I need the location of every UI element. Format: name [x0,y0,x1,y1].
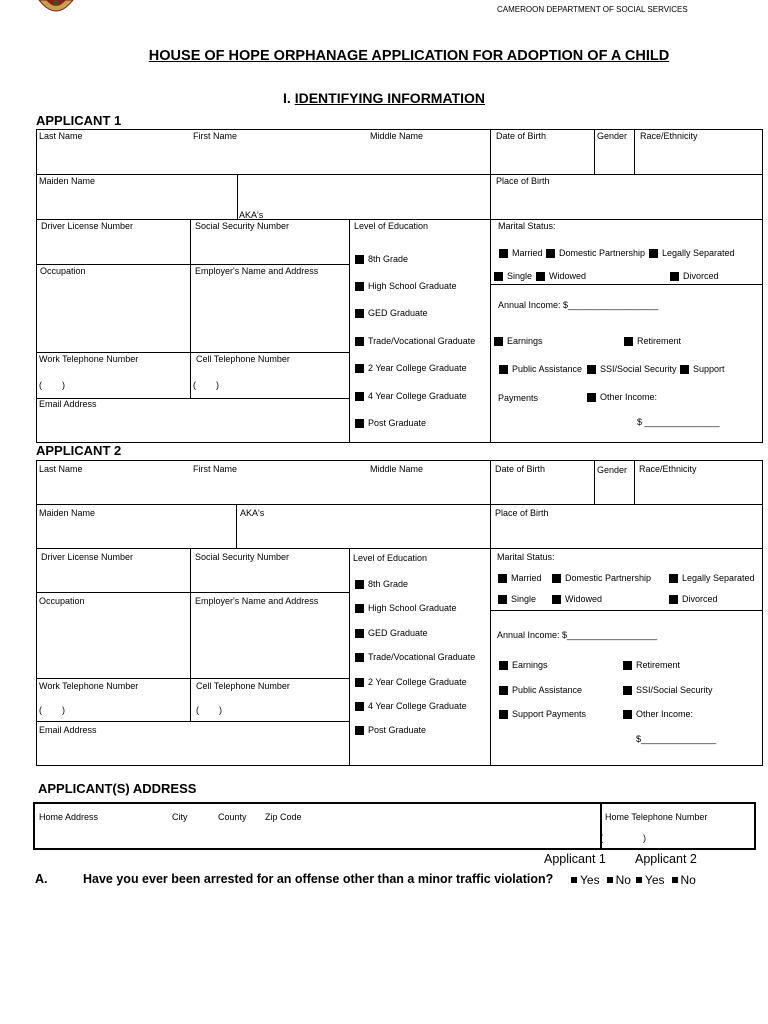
a1-pob-field[interactable] [493,188,759,216]
a1-marital-widowed[interactable]: Widowed [536,271,586,282]
a2-ssn-label: Social Security Number [195,552,290,562]
a1-work-phone-label: Work Telephone Number [39,354,139,364]
checkbox-icon [499,710,508,719]
a1-dob-label: Date of Birth [496,131,547,141]
a1-yes-option[interactable]: Yes [571,873,600,887]
checkbox-icon [607,877,613,883]
a2-email-field[interactable] [38,738,346,764]
a2-dl-field[interactable] [38,564,186,590]
a1-gender-label: Gender [597,131,628,141]
a2-income-ssi[interactable]: SSI/Social Security [623,685,713,696]
a2-income-public-assistance[interactable]: Public Assistance [499,685,582,696]
checkbox-icon [355,364,364,373]
checkbox-icon [494,272,503,281]
a2-no-option[interactable]: No [672,873,696,887]
a1-dl-label: Driver License Number [41,221,134,231]
a2-ssn-field[interactable] [193,564,345,590]
a1-occupation-field[interactable] [38,279,186,349]
a2-yes-option[interactable]: Yes [636,873,665,887]
a1-income-retirement[interactable]: Retirement [624,336,681,347]
checkbox-icon [498,595,507,604]
a1-employer-field[interactable] [193,279,345,349]
a1-edu-2yr[interactable]: 2 Year College Graduate [355,363,467,374]
a2-marital-domestic[interactable]: Domestic Partnership [552,573,651,584]
checkbox-icon [499,661,508,670]
a1-no-option[interactable]: No [607,873,631,887]
checkbox-icon [355,419,364,428]
city-label: City [172,812,188,822]
a2-first-name-label: First Name [193,464,238,474]
checkbox-icon [587,365,596,374]
a1-cell-phone-field[interactable]: ( ) [193,380,219,390]
a2-other-amount[interactable]: $_______________ [636,734,717,744]
checkbox-icon [669,574,678,583]
a1-edu-4yr[interactable]: 4 Year College Graduate [355,391,467,402]
a1-income-support[interactable]: Support [680,364,725,375]
a2-aka-field[interactable] [239,520,486,546]
a1-aka-field[interactable] [240,178,486,208]
a2-pob-label: Place of Birth [495,508,549,518]
a2-cell-phone-field[interactable]: ( ) [196,705,222,715]
a2-marital-married[interactable]: Married [498,573,542,584]
checkbox-icon [499,365,508,374]
checkbox-icon [355,392,364,401]
a2-gender-label: Gender [597,465,628,475]
a1-ssn-field[interactable] [193,234,345,262]
a2-dob-field[interactable] [493,476,591,502]
a2-race-label: Race/Ethnicity [639,464,697,474]
a1-income-earnings[interactable]: Earnings [494,336,543,347]
checkbox-icon [355,702,364,711]
a1-pob-label: Place of Birth [496,176,550,186]
checkbox-icon [552,595,561,604]
applicant2-column-label: Applicant 2 [635,852,697,866]
checkbox-icon [355,629,364,638]
a2-maiden-field[interactable] [38,520,234,546]
a1-annual-income[interactable]: Annual Income: $__________________ [498,300,659,310]
agency-name: CAMEROON DEPARTMENT OF SOCIAL SERVICES [497,5,688,14]
checkbox-icon [649,249,658,258]
checkbox-icon [355,309,364,318]
question-a-letter: A. [35,872,48,886]
a1-race-label: Race/Ethnicity [640,131,698,141]
a1-ssn-label: Social Security Number [195,221,290,231]
a2-marital-separated[interactable]: Legally Separated [669,573,755,584]
a1-last-name-label: Last Name [39,131,83,141]
checkbox-icon [623,686,632,695]
a2-maiden-label: Maiden Name [39,508,96,518]
checkbox-icon [355,726,364,735]
checkbox-icon [355,604,364,613]
checkbox-icon [672,877,678,883]
checkbox-icon [571,877,577,883]
a2-edu-high-school[interactable]: High School Graduate [355,603,457,614]
a2-education-label: Level of Education [353,553,428,563]
checkbox-icon [670,272,679,281]
a2-edu-8th-grade[interactable]: 8th Grade [355,579,408,590]
a2-dl-label: Driver License Number [41,552,134,562]
checkbox-icon [680,365,689,374]
checkbox-icon [499,249,508,258]
a2-edu-post-grad[interactable]: Post Graduate [355,725,426,736]
a2-income-support-payments[interactable]: Support Payments [499,709,586,720]
a2-edu-ged[interactable]: GED Graduate [355,628,428,639]
a2-marital-widowed[interactable]: Widowed [552,594,602,605]
applicant2-heading: APPLICANT 2 [36,443,122,458]
a1-marital-single[interactable]: Single [494,271,532,282]
a1-income-other[interactable]: Other Income: [587,392,657,403]
checkbox-icon [587,393,596,402]
a1-edu-trade[interactable]: Trade/Vocational Graduate [355,336,475,347]
a1-income-payments-label: Payments [498,393,539,403]
checkbox-icon [498,574,507,583]
a1-aka-label: AKA's [239,210,264,220]
checkbox-icon [624,337,633,346]
a2-race-field[interactable] [637,476,759,502]
zip-code-label: Zip Code [265,812,302,822]
a1-dl-field[interactable] [38,234,186,262]
applicant1-column-label: Applicant 1 [544,852,606,866]
a1-dob-field[interactable] [493,143,591,171]
agency-logo [36,0,76,16]
address-heading: APPLICANT(S) ADDRESS [38,781,197,796]
a2-dob-label: Date of Birth [495,464,546,474]
checkbox-icon [355,580,364,589]
a2-income-retirement[interactable]: Retirement [623,660,680,671]
a2-work-phone-field[interactable]: ( ) [39,705,65,715]
a2-work-phone-label: Work Telephone Number [39,681,139,691]
a2-last-name-label: Last Name [39,464,83,474]
home-phone-field[interactable]: ( ) [600,833,647,843]
checkbox-icon [499,686,508,695]
checkbox-icon [355,255,364,264]
checkbox-icon [623,661,632,670]
section-number: I. [283,90,291,106]
a2-edu-2yr[interactable]: 2 Year College Graduate [355,677,467,688]
a1-marital-divorced[interactable]: Divorced [670,271,719,282]
applicant1-heading: APPLICANT 1 [36,113,122,128]
page-title: HOUSE OF HOPE ORPHANAGE APPLICATION FOR ADOPTION OF A CHILD [148,48,670,64]
a2-marital-divorced[interactable]: Divorced [669,594,718,605]
a1-edu-8th-grade[interactable]: 8th Grade [355,254,408,265]
a2-employer-label: Employer's Name and Address [195,596,319,606]
a1-edu-post-grad[interactable]: Post Graduate [355,418,426,429]
a1-gender-field[interactable] [596,143,632,171]
a2-marital-label: Marital Status: [497,552,555,562]
a2-first-name-field[interactable] [192,476,362,502]
a2-cell-phone-label: Cell Telephone Number [196,681,290,691]
checkbox-icon [355,337,364,346]
a2-occupation-field[interactable] [38,608,186,674]
a2-middle-name-label: Middle Name [370,464,424,474]
a2-income-other[interactable]: Other Income: [623,709,693,720]
a1-marital-married[interactable]: Married [499,248,543,259]
checkbox-icon [355,678,364,687]
a2-pob-field[interactable] [493,520,759,546]
a1-other-amount[interactable]: $ _______________ [637,417,720,427]
a2-gender-field[interactable] [596,477,632,502]
a1-maiden-field[interactable] [38,188,234,216]
a1-middle-name-field[interactable] [368,143,486,171]
a1-marital-label: Marital Status: [498,221,556,231]
checkbox-icon [636,877,642,883]
a2-middle-name-field[interactable] [368,476,486,502]
home-address-field[interactable] [37,825,596,847]
checkbox-icon [623,710,632,719]
a1-occupation-label: Occupation [40,266,86,276]
home-phone-label: Home Telephone Number [605,812,708,822]
a1-marital-domestic[interactable]: Domestic Partnership [546,248,645,259]
a1-edu-high-school[interactable]: High School Graduate [355,281,457,292]
a1-cell-phone-label: Cell Telephone Number [196,354,290,364]
checkbox-icon [546,249,555,258]
a1-email-field[interactable] [38,412,346,440]
checkbox-icon [536,272,545,281]
section-title [0,90,768,106]
checkbox-icon [355,653,364,662]
a1-race-field[interactable] [637,143,759,171]
a2-income-earnings[interactable]: Earnings [499,660,548,671]
a1-marital-separated[interactable]: Legally Separated [649,248,735,259]
checkbox-icon [669,595,678,604]
a2-last-name-field[interactable] [38,476,188,502]
a1-income-public-assistance[interactable]: Public Assistance [499,364,582,375]
section-heading: IDENTIFYING INFORMATION [294,90,485,106]
a2-edu-4yr[interactable]: 4 Year College Graduate [355,701,467,712]
a2-aka-label: AKA's [240,508,265,518]
a1-education-label: Level of Education [354,221,429,231]
a1-last-name-field[interactable] [38,143,188,171]
a1-first-name-field[interactable] [192,143,362,171]
a1-middle-name-label: Middle Name [370,131,424,141]
a1-income-ssi[interactable]: SSI/Social Security [587,364,677,375]
a1-email-label: Email Address [39,399,97,409]
county-label: County [218,812,247,822]
a2-edu-trade[interactable]: Trade/Vocational Graduate [355,652,475,663]
question-a-options [571,873,696,887]
a1-employer-label: Employer's Name and Address [195,266,319,276]
a2-annual-income[interactable]: Annual Income: $__________________ [497,630,658,640]
checkbox-icon [494,337,503,346]
checkbox-icon [552,574,561,583]
a1-work-phone-field[interactable]: ( ) [39,380,65,390]
home-address-label: Home Address [39,812,99,822]
checkbox-icon [355,282,364,291]
a1-maiden-label: Maiden Name [39,176,96,186]
a1-edu-ged[interactable]: GED Graduate [355,308,428,319]
question-a-text: Have you ever been arrested for an offense other than a minor traffic violation? [83,872,554,886]
a1-first-name-label: First Name [193,131,238,141]
a2-occupation-label: Occupation [39,596,85,606]
a2-marital-single[interactable]: Single [498,594,536,605]
a2-email-label: Email Address [39,725,97,735]
a2-employer-field[interactable] [193,608,345,674]
